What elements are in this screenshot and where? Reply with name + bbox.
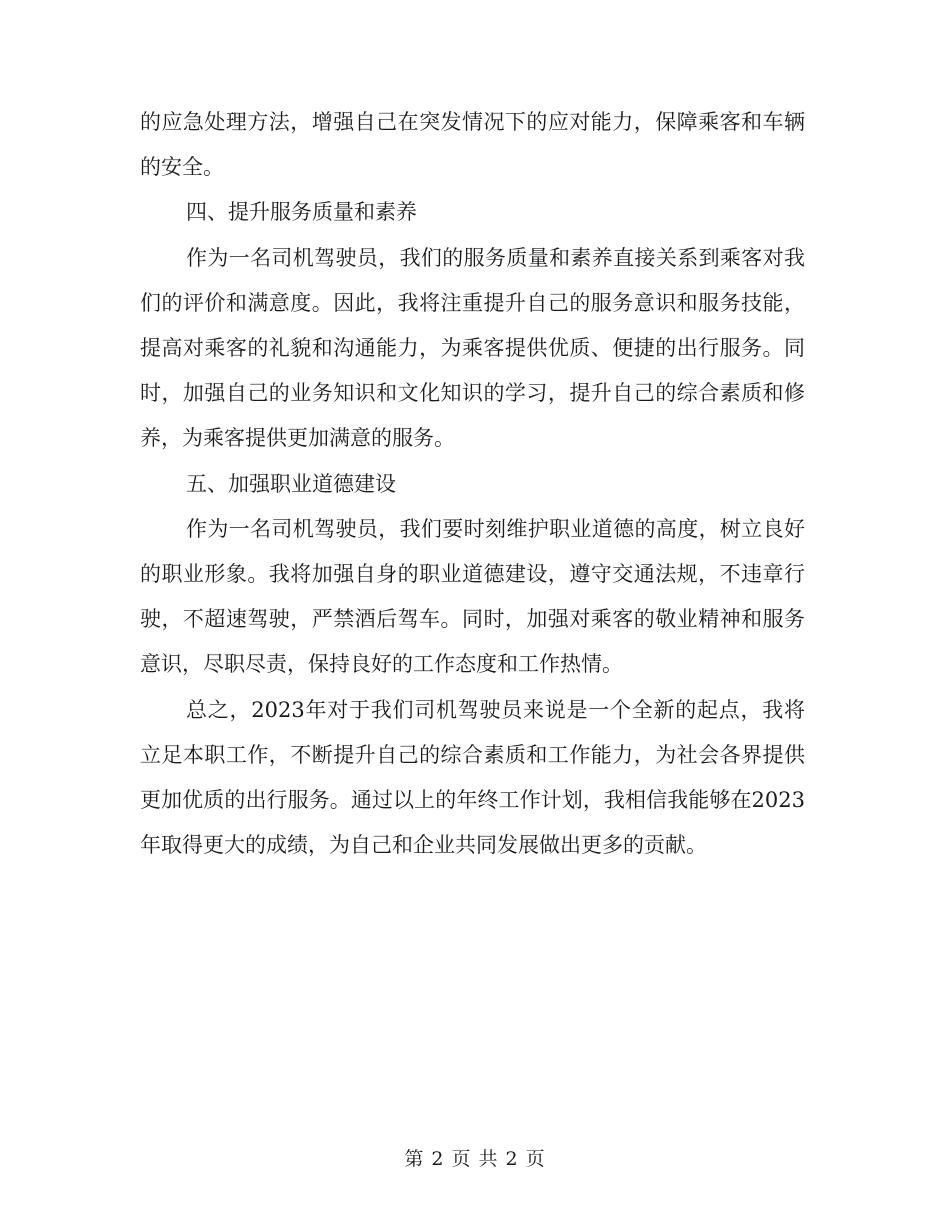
page-number-footer: 第 2 页 共 2 页 [404,1148,546,1170]
paragraph-conclusion: 总之，2023年对于我们司机驾驶员来说是一个全新的起点，我将立足本职工作，不断提升自己的综合素质和工作能力，为社会各界提供更加优质的出行服务。通过以上的年终工作计划，我相信我能够在2023年取得更大的成绩，为自己和企业共同发展做出更多的贡献。 [140,697,805,858]
section-heading-professional-ethics: 五、加强职业道德建设 [186,471,396,496]
paragraph-emergency-continuation: 的应急处理方法，增强自己在突发情况下的应对能力，保障乘客和车辆的安全。 [140,110,805,180]
document-body [140,100,805,868]
paragraph-professional-ethics: 作为一名司机驾驶员，我们要时刻维护职业道德的高度，树立良好的职业形象。我将加强自身的职业道德建设，遵守交通法规，不违章行驶，不超速驾驶，严禁酒后驾车。同时，加强对乘客的敬业精神和服务意识，尽职尽责，保持良好的工作态度和工作热情。 [140,516,805,677]
section-heading-service-quality: 四、提升服务质量和素养 [186,200,417,225]
paragraph-service-quality: 作为一名司机驾驶员，我们的服务质量和素养直接关系到乘客对我们的评价和满意度。因此，我将注重提升自己的服务意识和服务技能，提高对乘客的礼貌和沟通能力，为乘客提供优质、便捷的出行服务。同时，加强自己的业务知识和文化知识的学习，提升自己的综合素质和修养，为乘客提供更加满意的服务。 [140,245,805,451]
